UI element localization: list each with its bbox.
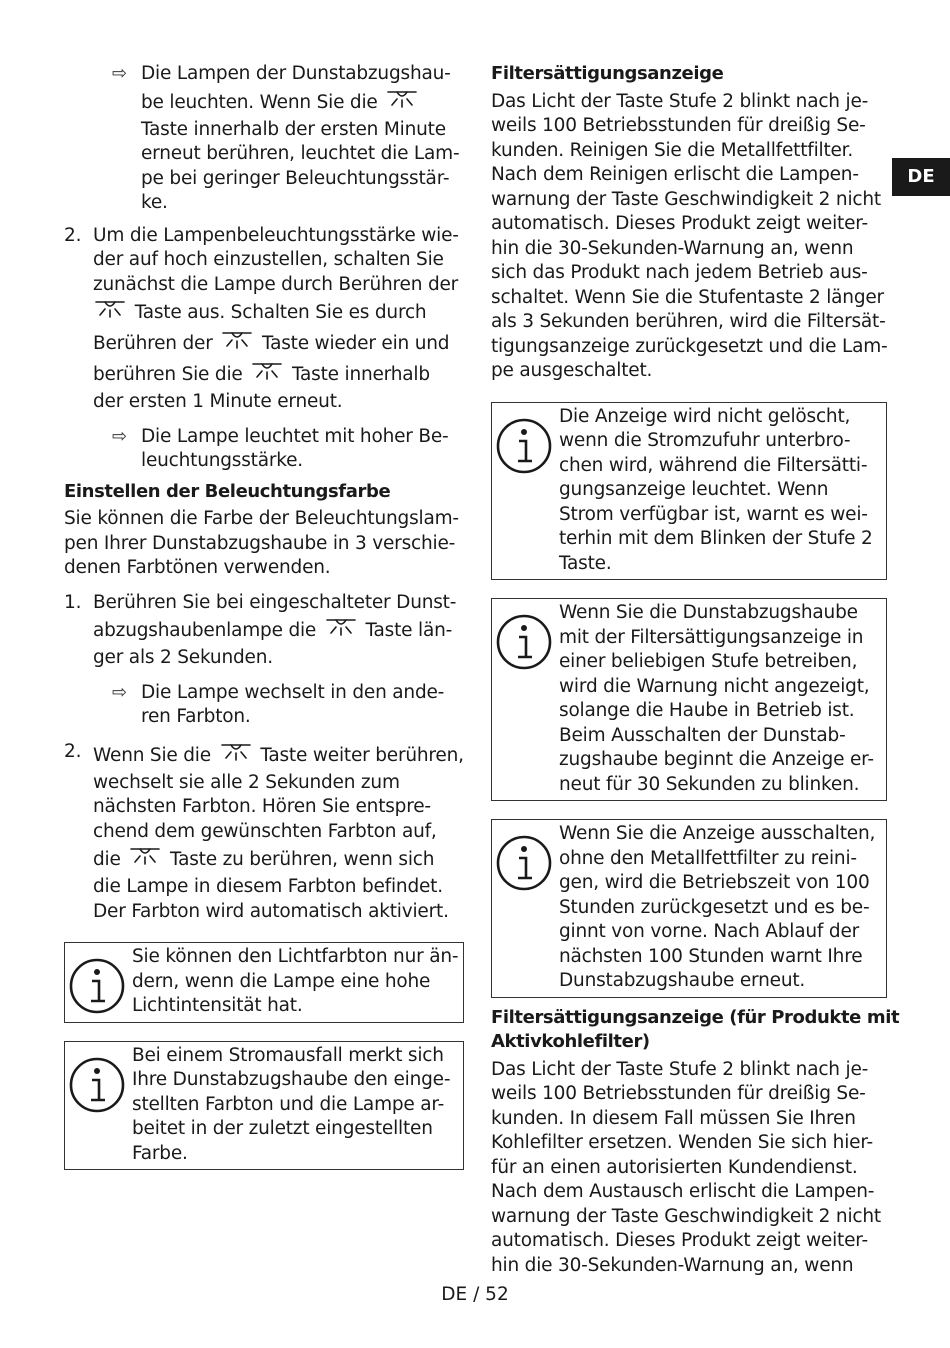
info-icon [69,958,125,1014]
lamp-icon [128,846,162,866]
step-2: 2. Um die Lampenbeleuchtungsstärke wie- der auf hoch einzustellen, schalten Sie zunächst die Lampe durch Berühren der Taste aus. Schalten Sie es durch Berühren der Taste wieder ein und berühren Sie die Taste innerhalb der ersten 1 Minute erneut. [64,224,459,412]
section-heading: Filtersättigungsanzeige [491,63,724,84]
paragraph: Das Licht der Taste Stufe 2 blinkt nach je- weils 100 Betriebsstunden für dreißig Se- kunden. In diesem Fall müssen Sie Ihren Kohlefilter ersetzen. Wenden Sie sich hier- für an einen autorisierten Kundendienst. Nach dem Austausch erlischt die Lampen- warnung der Taste Geschwindigkeit 2 nicht automatisch. Dieses Produkt zeigt weiter- hin die 30-Sekunden-Warnung an, wenn [491,1058,881,1276]
info-note: Wenn Sie die Anzeige ausschalten, ohne den Metallfettfilter zu reini- gen, wird die Betriebszeit von 100 Stunden zurückgesetzt und es be- ginnt von vorne. Nach Ablauf der nächsten 100 Stunden warnt Ihre Dunstabzugshaube erneut. [491,819,887,998]
arrow-right-icon: ⇨ [112,63,127,84]
arrow-right-icon: ⇨ [112,681,127,703]
lamp-icon [250,361,284,381]
info-icon [496,418,552,474]
info-note: Bei einem Stromausfall merkt sich Ihre Dunstabzugshaube den einge- stellten Farbton und die Lampe ar- beitet in der zuletzt eingestellten Farbe. [64,1041,464,1171]
lamp-icon [385,89,419,109]
color-step-2: 2. Wenn Sie die Taste weiter berühren, wechselt sie alle 2 Sekunden zum nächsten Farbton. Hören Sie entspre- chend dem gewünschten Farbton auf, die Taste zu berühren, wenn sich die Lampe in diesem Farbton befindet. Der Farbton wird automatisch aktiviert. [64,740,464,922]
info-icon [69,1057,125,1113]
section-heading: Einstellen der Beleuchtungsfarbe [64,480,391,502]
paragraph: Sie können die Farbe der Beleuchtungslam- pen Ihrer Dunstabzugshaube in 3 verschie- denen Farbtönen verwenden. [64,508,459,578]
info-note: Die Anzeige wird nicht gelöscht, wenn die Stromzufuhr unterbro- chen wird, während die Filtersätti- gungsanzeige leuchtet. Wenn Strom verfügbar ist, warnt es wei- terhin mit dem Blinken der Stufe 2 Taste. [491,402,887,581]
lamp-icon [220,330,254,350]
paragraph: Das Licht der Taste Stufe 2 blinkt nach je- weils 100 Betriebsstunden für dreißig Se- kunden. Reinigen Sie die Metallfettfilter. Nach dem Reinigen erlischt die Lampen- warnung der Taste Geschwindigkeit 2 nicht automatisch. Dieses Produkt zeigt weiter- hin die 30-Sekunden-Warnung an, wenn sich das Produkt nach jedem Betrieb aus- schaltet. Wenn Sie die Stufentaste 2 länger als 3 Sekunden berühren, wird die Filtersät- tigungsanzeige zurückgesetzt und die Lam- pe ausgeschaltet. [491,90,888,381]
info-note: Sie können den Lichtfarbton nur än- dern, wenn die Lampe eine hohe Lichtintensität hat. [64,942,464,1023]
result-step-2: ⇨ Die Lampe leuchtet mit hoher Be- leuchtungsstärke. [112,425,449,471]
lamp-icon [219,742,253,762]
info-note: Wenn Sie die Dunstabzugshaube mit der Filtersättigungsanzeige in einer beliebigen Stufe betreiben, wird die Warnung nicht angezeigt, solange die Haube in Betrieb ist. Beim Ausschalten der Dunstab- zugshaube beginnt die Anzeige er- neut für 30 Sekunden zu blinken. [491,598,887,801]
left-column [64,62,464,1170]
language-tab: DE [892,158,950,196]
color-step-1: 1. Berühren Sie bei eingeschalteter Dunst- abzugshaubenlampe die Taste län- ger als 2 Sekunden. [64,591,457,668]
info-icon [496,614,552,670]
result-step-1: ⇨ Die Lampen der Dunstabzugshau- be leuchten. Wenn Sie die Taste innerhalb der ersten Minute erneut berühren, leuchtet die Lam- pe bei geringer Beleuchtungsstär- ke. [112,63,460,213]
result-color-step-1: ⇨ Die Lampe wechselt in den ande- ren Farbton. [112,681,445,727]
section-heading: Filtersättigungsanzeige (für Produkte mit Aktivkohlefilter) [491,1006,900,1052]
page-number: DE / 52 [441,1284,509,1305]
lamp-icon [324,617,358,637]
lamp-icon [93,299,127,319]
right-column [491,62,900,1278]
info-icon [496,835,552,891]
arrow-right-icon: ⇨ [112,425,127,447]
